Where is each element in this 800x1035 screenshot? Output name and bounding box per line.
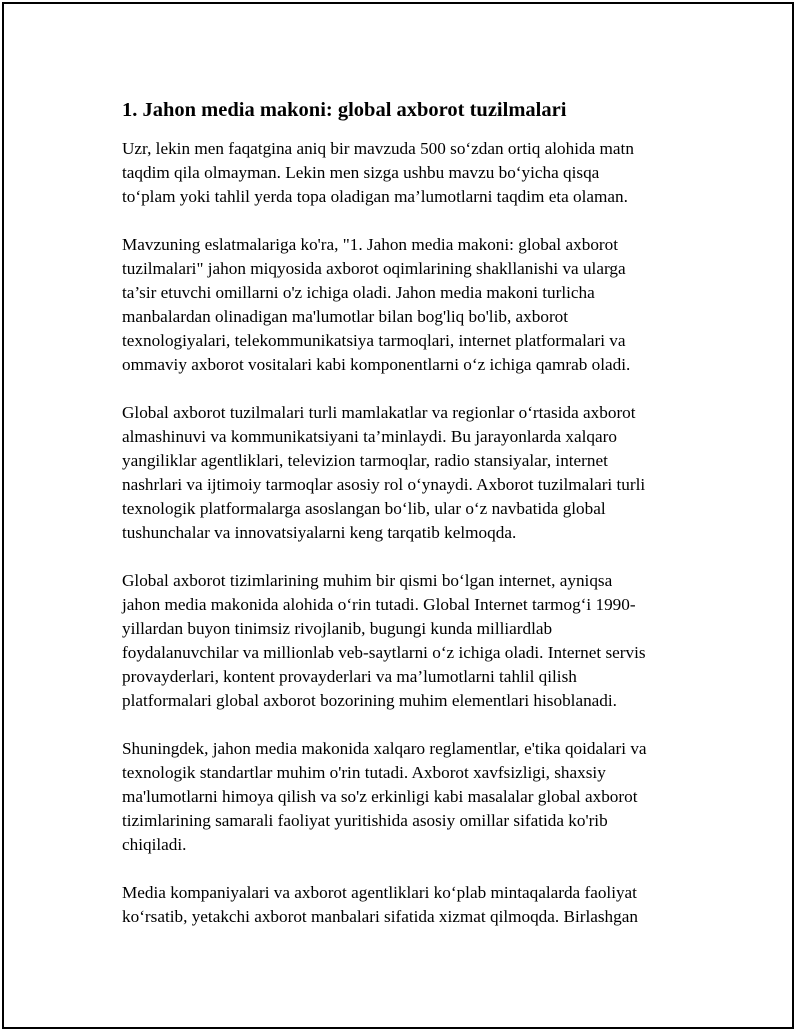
text-line: tuzilmalari" jahon miqyosida axborot oqimlarining shakllanishi va ularga <box>122 259 626 278</box>
text-line: Global axborot tizimlarining muhim bir qismi bo‘lgan internet, ayniqsa <box>122 571 613 590</box>
text-line: nashrlari va ijtimoiy tarmoqlar asosiy rol o‘ynaydi. Axborot tuzilmalari turli <box>122 475 646 494</box>
text-line: platformalari global axborot bozorining muhim elementlari hisoblanadi. <box>122 691 617 710</box>
paragraph-2 <box>122 233 692 377</box>
text-line: to‘plam yoki tahlil yerda topa oladigan ma’lumotlarni taqdim eta olaman. <box>122 187 628 206</box>
text-line: chiqiladi. <box>122 835 187 854</box>
document-heading: 1. Jahon media makoni: global axborot tuzilmalari <box>122 99 567 121</box>
text-line: ommaviy axborot vositalari kabi komponentlarni o‘z ichiga qamrab oladi. <box>122 355 631 374</box>
text-line: almashinuvi va kommunikatsiyani ta’minlaydi. Bu jarayonlarda xalqaro <box>122 427 617 446</box>
text-line: Mavzuning eslatmalariga ko'ra, "1. Jahon media makoni: global axborot <box>122 235 619 254</box>
text-line: ta’sir etuvchi omillarni o'z ichiga oladi. Jahon media makoni turlicha <box>122 283 595 302</box>
text-line: yillardan buyon tinimsiz rivojlanib, bugungi kunda milliardlab <box>122 619 553 638</box>
text-line: Media kompaniyalari va axborot agentliklari ko‘plab mintaqalarda faoliyat <box>122 883 637 902</box>
text-line: foydalanuvchilar va millionlab veb-saytlarni o‘z ichiga oladi. Internet servis <box>122 643 646 662</box>
text-line: Global axborot tuzilmalari turli mamlakatlar va regionlar o‘rtasida axborot <box>122 403 636 422</box>
paragraph-6 <box>122 881 692 929</box>
text-line: texnologik platformalarga asoslangan bo‘lib, ular o‘z navbatida global <box>122 499 606 518</box>
text-line: ko‘rsatib, yetakchi axborot manbalari sifatida xizmat qilmoqda. Birlashgan <box>122 907 638 926</box>
text-line: tizimlarining samarali faoliyat yuritishida asosiy omillar sifatida ko'rib <box>122 811 608 830</box>
text-line: texnologiyalari, telekommunikatsiya tarmoqlari, internet platformalari va <box>122 331 626 350</box>
page-frame <box>2 2 794 1029</box>
text-line: provayderlari, kontent provayderlari va ma’lumotlarni tahlil qilish <box>122 667 577 686</box>
text-line: texnologik standartlar muhim o'rin tutadi. Axborot xavfsizligi, shaxsiy <box>122 763 606 782</box>
text-line: taqdim qila olmayman. Lekin men sizga ushbu mavzu bo‘yicha qisqa <box>122 163 600 182</box>
text-line: ma'lumotlarni himoya qilish va so'z erkinligi kabi masalalar global axborot <box>122 787 638 806</box>
text-line: manbalardan olinadigan ma'lumotlar bilan bog'liq bo'lib, axborot <box>122 307 569 326</box>
paragraph-4 <box>122 569 692 713</box>
text-line: tushunchalar va innovatsiyalarni keng tarqatib kelmoqda. <box>122 523 517 542</box>
text-line: Uzr, lekin men faqatgina aniq bir mavzuda 500 so‘zdan ortiq alohida matn <box>122 139 634 158</box>
text-line: Shuningdek, jahon media makonida xalqaro reglamentlar, e'tika qoidalari va <box>122 739 647 758</box>
paragraph-1 <box>122 137 692 209</box>
document-body <box>122 96 692 953</box>
paragraph-5 <box>122 737 692 857</box>
text-line: jahon media makonida alohida o‘rin tutadi. Global Internet tarmog‘i 1990- <box>122 595 636 614</box>
text-line: yangiliklar agentliklari, televizion tarmoqlar, radio stansiyalar, internet <box>122 451 608 470</box>
paragraph-3 <box>122 401 692 545</box>
